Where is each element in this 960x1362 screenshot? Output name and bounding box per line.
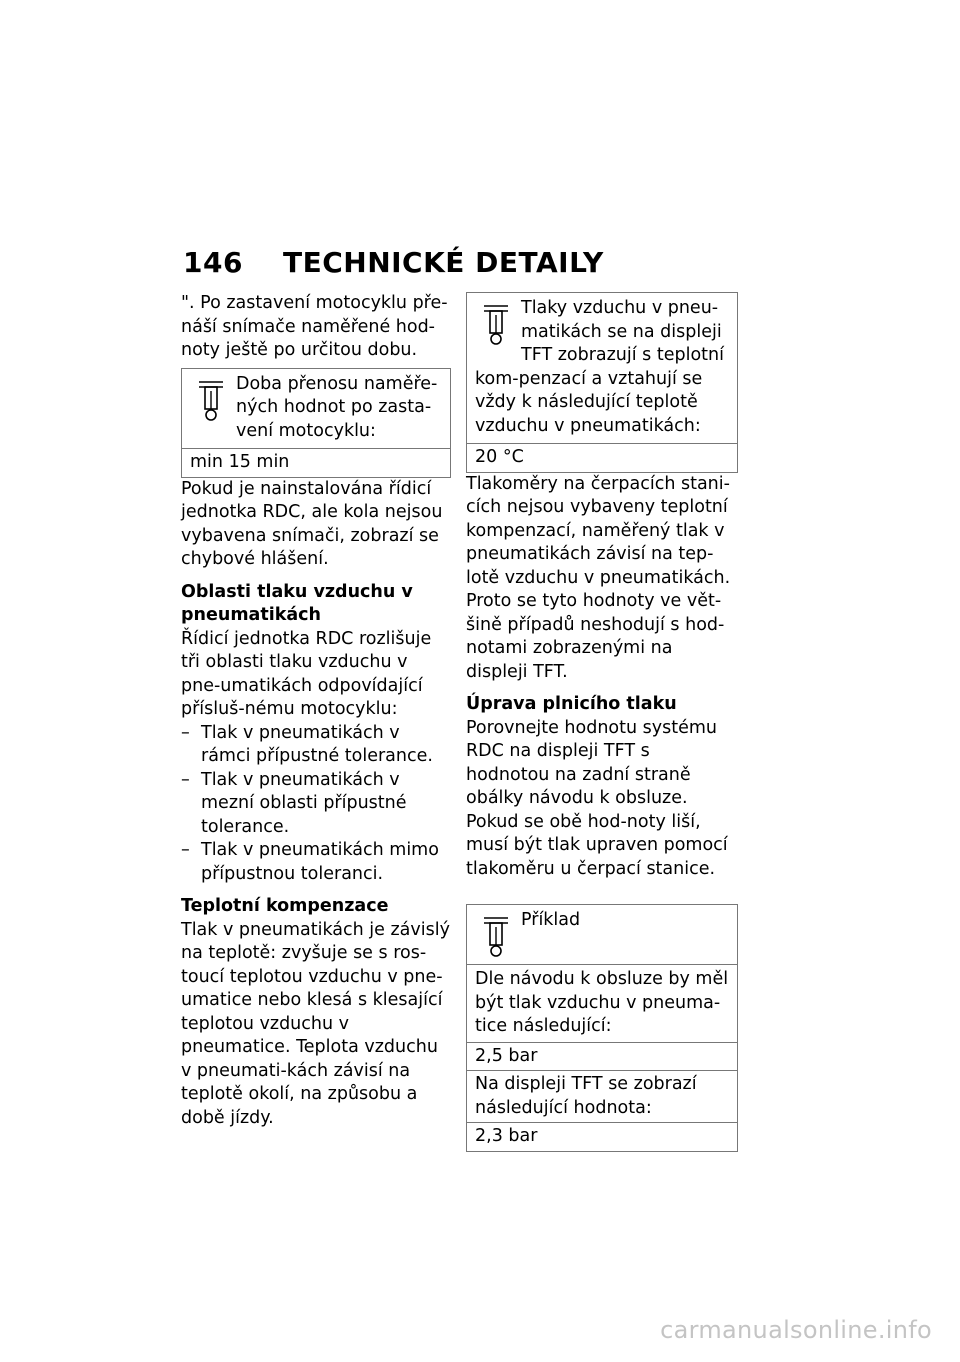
tire-gauge-icon [196,379,226,423]
example-label: Příklad [521,910,581,930]
right-column [466,292,738,1152]
paragraph-station-gauges: Tlakoměry na čerpacích stani-cích nejsou vybaveny teplotní kompenzací, naměřený tlak v pneumatikách závisí na tep-lotě vzduchu v pneumatikách. Proto se tyto hodnoty ve vět-šině případů neshodují s hod-notami zobrazenými na displeji TFT. [466,473,731,682]
heading-temperature-compensation: Teplotní kompenzace [181,896,389,916]
list-item: – Tlak v pneumatikách mimo přípustnou toleranci. [181,839,451,886]
list-item: – Tlak v pneumatikách v mezní oblasti přípustné tolerance. [181,769,451,840]
spec-box-text: Tlaky vzduchu v pneu-matikách se na displeji TFT zobrazují s teplotní kom-penzací a vztahují se vždy k následující teplotě vzduchu v pneumatikách: [475,298,724,436]
example-row-text: Dle návodu k obsluze by měl být tlak vzduchu v pneuma-tice následující: [467,964,737,1042]
example-row-value: 2,3 bar [467,1122,737,1151]
paragraph-rdc-no-sensors: Pokud je nainstalována řídicí jednotka RDC, ale kola nejsou vybavena snímači, zobrazí se chybové hlášení. [181,478,443,569]
page-header [183,246,604,279]
spec-box-head [467,293,737,443]
heading-pressure-ranges: Oblasti tlaku vzduchu v pneumatikách [181,581,413,625]
spec-box-reference-temperature [466,292,738,473]
spec-box-text: Doba přenosu naměře-ných hodnot po zasta-vení motocyklu: [236,373,438,441]
tire-gauge-icon [481,915,511,959]
example-box [466,904,738,1152]
example-row-text: Na displeji TFT se zobrazí následující hodnota: [467,1070,737,1122]
tire-gauge-icon [481,303,511,347]
watermark: carmanualsonline.info [660,1316,932,1344]
paragraph-temperature-compensation: Tlak v pneumatikách je závislý na teplotě: zvyšuje se s ros-toucí teplotou vzduchu v pne-umatice nebo klesá s klesající teplotou vzduchu v pneumatice. Teplota vzduchu v pneumati-kách závisí na teplotě okolí, na způsobu a době jízdy. [181,919,450,1128]
page-number: 146 [183,246,243,279]
spec-box-transfer-time [181,368,451,478]
left-column [181,292,451,1130]
spec-box-value: 20 °C [467,443,737,472]
paragraph-adjust-pressure: Porovnejte hodnotu systému RDC na displeji TFT s hodnotou na zadní straně obálky návodu k obsluze. Pokud se obě hod-noty liší, musí být tlak upraven pomocí tlakoměru u čerpací stanice. [466,717,728,879]
spec-box-value: min 15 min [182,448,450,477]
heading-adjust-pressure: Úprava plnicího tlaku [466,694,677,714]
spec-box-head [182,369,450,449]
intro-paragraph: ". Po zastavení motocyklu pře-náší snímače naměřené hod-noty ještě po určitou dobu. [181,293,448,360]
example-box-head [467,905,737,964]
page-title: TECHNICKÉ DETAILY [283,246,604,279]
list-item: – Tlak v pneumatikách v rámci přípustné tolerance. [181,722,451,769]
paragraph-pressure-ranges: Řídicí jednotka RDC rozlišuje tři oblasti tlaku vzduchu v pne-umatikách odpovídající přísluš-nému motocyklu: [181,628,432,719]
example-row-value: 2,5 bar [467,1042,737,1071]
